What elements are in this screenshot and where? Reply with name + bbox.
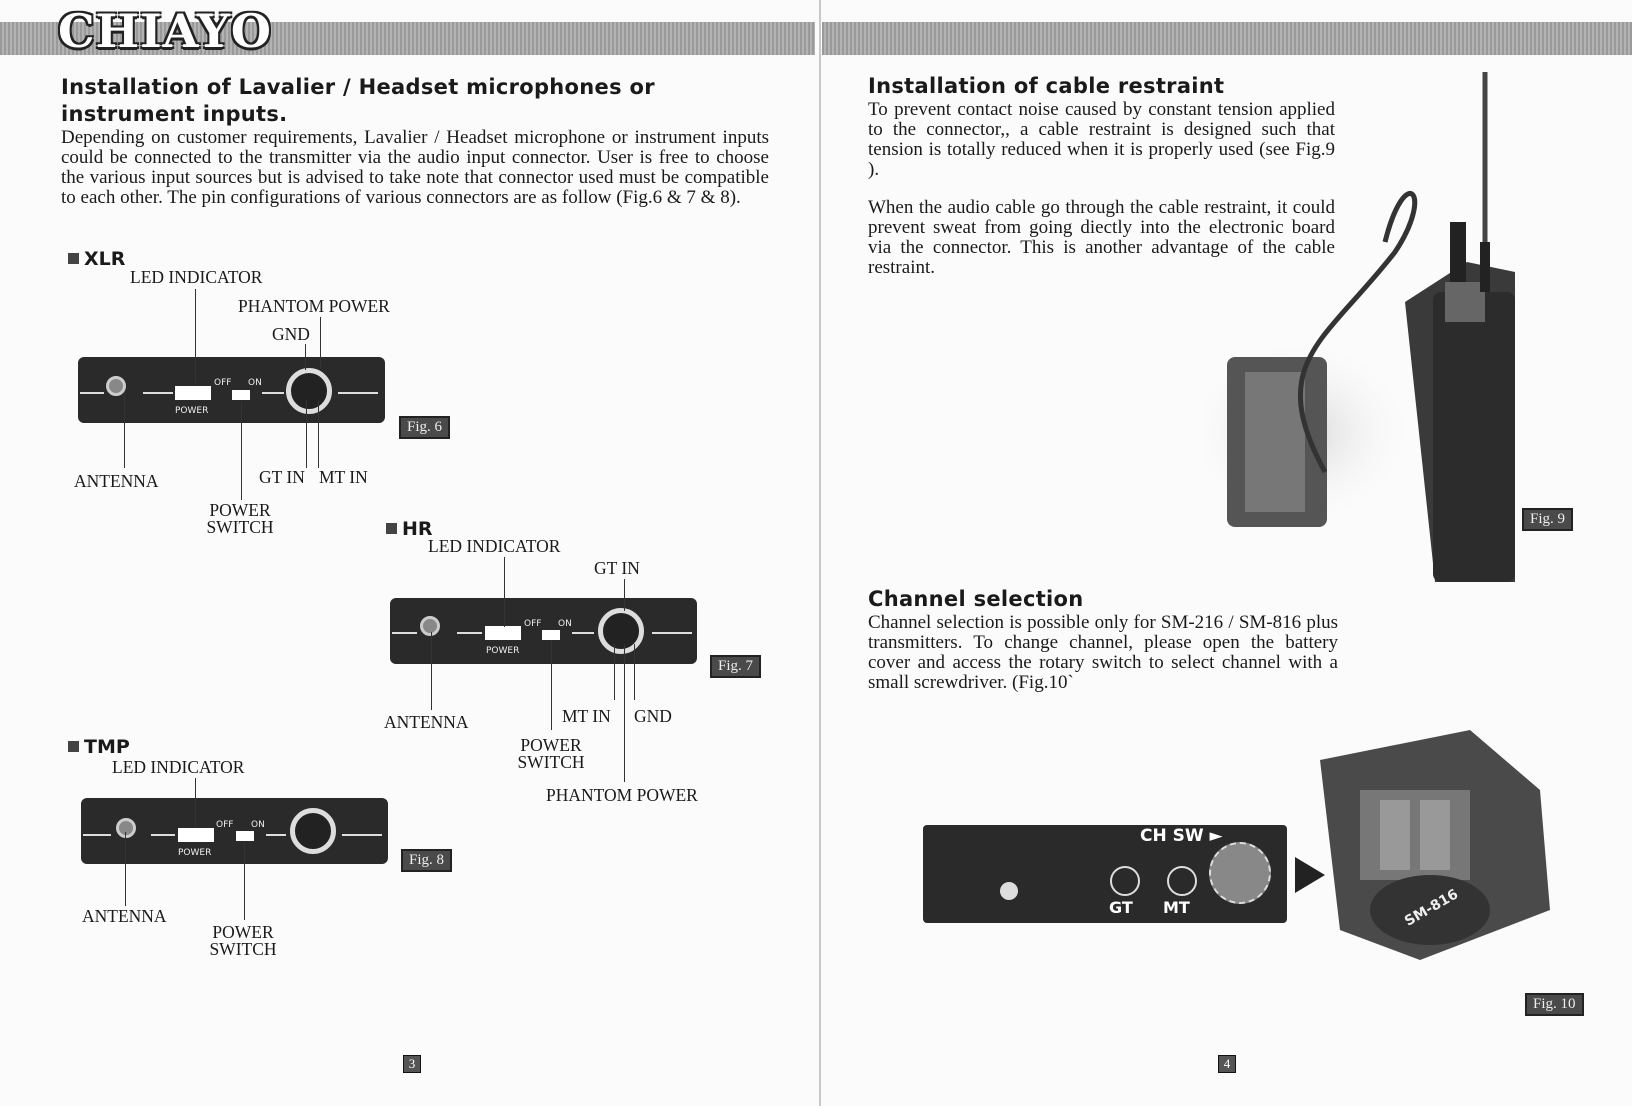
xlr-off-label: OFF — [214, 378, 232, 388]
xlr-power-label: POWER — [175, 406, 209, 416]
hr-leader — [504, 557, 505, 627]
tmp-title: TMP — [84, 736, 130, 758]
xlr-power-switch — [232, 390, 250, 400]
hr-leader — [431, 632, 432, 710]
right-page-number: 4 — [1218, 1055, 1236, 1073]
tmp-antenna-label: ANTENNA — [82, 906, 167, 926]
xlr-leader — [241, 402, 242, 500]
tmp-leader — [125, 832, 126, 906]
xlr-mt-in-label: MT IN — [319, 467, 368, 487]
xlr-title: XLR — [84, 248, 126, 270]
tmp-panel-line — [83, 834, 111, 836]
channel-panel-led — [1000, 882, 1018, 900]
brand-logo: CHIAYO — [58, 4, 272, 58]
hr-leader — [624, 579, 625, 611]
bullet-square-icon — [68, 741, 79, 752]
xlr-led-label: LED INDICATOR — [130, 267, 263, 287]
tmp-fig-label: Fig. 8 — [401, 849, 452, 872]
xlr-fig-label: Fig. 6 — [399, 416, 450, 439]
hr-section-title — [386, 518, 433, 540]
restraint-heading: Installation of cable restraint — [868, 74, 1225, 98]
hr-led-window — [485, 626, 521, 640]
hr-leader — [634, 644, 635, 700]
xlr-leader — [305, 344, 306, 370]
battery-compartment-photo — [1300, 730, 1620, 970]
tmp-off-label: OFF — [216, 820, 234, 830]
tmp-section-title — [68, 736, 130, 758]
mt-label: MT — [1163, 898, 1190, 917]
hr-off-label: OFF — [524, 619, 542, 629]
hr-power-switch — [542, 630, 560, 640]
xlr-leader — [195, 289, 196, 383]
bullet-square-icon — [386, 523, 397, 534]
xlr-on-label: ON — [248, 378, 262, 388]
tmp-led-window — [178, 828, 214, 842]
header-band-right — [822, 22, 1632, 55]
hr-gt-in-label: GT IN — [594, 558, 640, 578]
xlr-panel-line — [80, 392, 104, 394]
left-paragraph: Depending on customer requirements, Lavalier / Headset microphone or instrument inputs could be connected to the transmitter via the audio input connector. User is free to choose the various input sources but is advised to take note that connector used must be compatible to each other. The pin configurations of various connectors are as follow (Fig.6 & 7 & 8). — [61, 127, 769, 208]
gt-knob-icon — [1110, 866, 1140, 896]
xlr-leader — [318, 400, 319, 468]
hr-panel-line — [572, 632, 594, 634]
device-model-label: SM-816 — [1401, 886, 1462, 930]
fig9-label: Fig. 9 — [1522, 508, 1573, 531]
tmp-power-label: POWER — [178, 848, 212, 858]
rotary-switch-icon — [1209, 842, 1271, 904]
xlr-leader — [320, 317, 321, 369]
xlr-gnd-label: GND — [272, 324, 310, 344]
hr-panel-line — [392, 632, 417, 634]
tmp-leader — [244, 842, 245, 920]
hr-antenna-jack — [420, 616, 440, 636]
tmp-power-switch — [236, 831, 254, 841]
xlr-leader — [306, 400, 307, 468]
page-gutter — [819, 0, 821, 1106]
hr-mt-in-label: MT IN — [562, 706, 611, 726]
xlr-leader — [124, 392, 125, 468]
left-heading: Installation of Lavalier / Headset microphones or instrument inputs. — [61, 75, 655, 126]
tmp-panel-line — [266, 834, 286, 836]
hr-gnd-label: GND — [634, 706, 672, 726]
hr-phantom-label: PHANTOM POWER — [546, 785, 698, 805]
tmp-led-label: LED INDICATOR — [112, 757, 245, 777]
fig10-label: Fig. 10 — [1525, 993, 1584, 1016]
hr-on-label: ON — [558, 619, 572, 629]
tmp-on-label: ON — [251, 820, 265, 830]
tmp-leader — [195, 778, 196, 828]
hr-led-label: LED INDICATOR — [428, 536, 561, 556]
channel-heading: Channel selection — [868, 587, 1084, 611]
xlr-panel-line — [338, 392, 378, 394]
xlr-antenna-jack — [106, 376, 126, 396]
hr-panel-line — [652, 632, 692, 634]
hr-connector — [598, 608, 644, 654]
bullet-square-icon — [68, 253, 79, 264]
xlr-gt-in-label: GT IN — [259, 467, 305, 487]
chsw-label: CH SW ► — [1140, 826, 1223, 846]
xlr-section-title — [68, 248, 125, 270]
hr-power-label: POWER — [486, 646, 520, 656]
hr-antenna-label: ANTENNA — [384, 712, 469, 732]
xlr-phantom-label: PHANTOM POWER — [238, 296, 390, 316]
tmp-connector — [290, 808, 336, 854]
left-page-number: 3 — [403, 1055, 421, 1073]
hr-panel-line — [457, 632, 482, 634]
restraint-paragraph-2: When the audio cable go through the cable restraint, it could prevent sweat from going diectly into the electronic board via the connector. This is another advantage of the cable restraint. — [868, 197, 1335, 278]
xlr-power-switch-label: POWER SWITCH — [206, 500, 274, 537]
tmp-panel-line — [151, 834, 175, 836]
hr-fig-label: Fig. 7 — [710, 655, 761, 678]
xlr-antenna-label: ANTENNA — [74, 471, 159, 491]
hr-title: HR — [402, 518, 433, 540]
tmp-power-switch-label: POWER SWITCH — [209, 922, 277, 959]
xlr-led-window — [175, 386, 211, 400]
hr-power-switch-label: POWER SWITCH — [517, 735, 585, 772]
tmp-panel-line — [342, 834, 382, 836]
gt-label: GT — [1109, 898, 1133, 917]
xlr-panel-line — [143, 392, 173, 394]
mt-knob-icon — [1167, 866, 1197, 896]
xlr-connector — [286, 368, 332, 414]
hr-leader — [624, 644, 625, 782]
restraint-paragraph-1: To prevent contact noise caused by constant tension applied to the connector,, a cable restraint is designed such that tension is totally reduced when it is properly used (see Fig.9 ). — [868, 99, 1335, 180]
channel-paragraph: Channel selection is possible only for SM-216 / SM-816 plus transmitters. To change channel, please open the battery cover and access the rotary switch to select channel with a small screwdriver. (Fig.10` — [868, 612, 1338, 693]
tmp-antenna-jack — [116, 818, 136, 838]
xlr-panel-line — [262, 392, 284, 394]
hr-leader — [551, 640, 552, 730]
hr-leader — [614, 644, 615, 700]
